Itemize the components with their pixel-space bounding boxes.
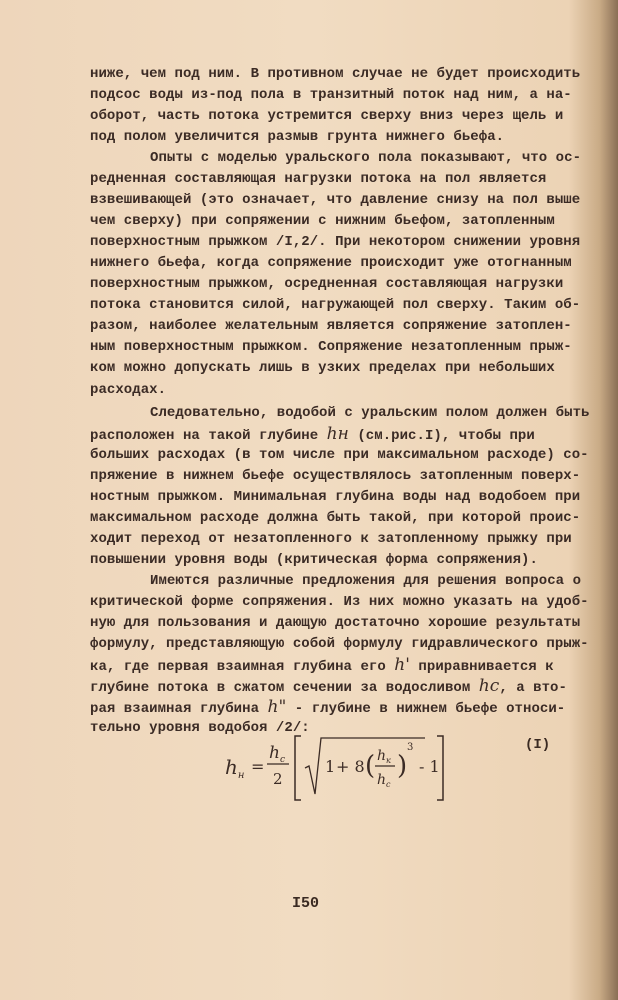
text-line: разом, наиболее желательным является сопряжение затоплен-: [90, 318, 572, 334]
formula-hydraulic-jump: [225, 728, 455, 808]
text-line: [90, 655, 554, 677]
svg-text:(: (: [365, 751, 376, 781]
text-segment: расположен на такой глубине: [90, 428, 327, 444]
text-segment: , а вто-: [499, 680, 567, 696]
text-line: максимальном расходе должна быть такой, при которой проис-: [90, 510, 581, 526]
text-line: пряжение в нижнем бьефе осуществлялось затопленным поверх-: [90, 468, 581, 484]
text-line: оборот, часть потока устремится сверху вниз через щель и: [90, 108, 564, 124]
formula-hc: $h_c$: [377, 772, 391, 789]
text-segment: - глубине в нижнем бьефе относи-: [286, 701, 566, 717]
text-line: повышении уровня воды (критическая форма сопряжения).: [90, 552, 538, 568]
text-line: потока становится силой, нагружающей пол сверху. Таким об-: [90, 297, 581, 313]
text-segment: (см.рис.I), чтобы при: [348, 428, 535, 444]
svg-text:): ): [397, 751, 408, 781]
text-line: [90, 697, 565, 719]
text-line: тельно уровня водобоя /2/:: [90, 720, 310, 736]
text-line: под полом увеличится размыв грунта нижнего бьефа.: [90, 129, 505, 145]
text-line: [90, 676, 567, 698]
math-symbol: hc: [478, 676, 500, 696]
math-symbol: hн: [326, 424, 349, 444]
formula-num: $h_c$: [269, 743, 285, 765]
text-segment: приравнивается к: [409, 659, 554, 675]
text-line: редненная составляющая нагрузки потока на пол является: [90, 171, 547, 187]
text-line: нижнего бьефа, когда сопряжение происходит уже отогнанным: [90, 255, 572, 271]
text-segment: глубине потока в сжатом сечении за водосливом: [90, 680, 479, 696]
text-line: чем сверху) при сопряжении с нижним бьефом, затопленным: [90, 213, 555, 229]
text-line: ниже, чем под ним. В противном случае не будет происходить: [90, 66, 581, 82]
formula-plus: + 8: [336, 757, 365, 776]
text-line: ным поверхностным прыжком. Сопряжение незатопленным прыж-: [90, 339, 572, 355]
formula-power: 3: [407, 742, 414, 753]
formula-one: 1: [325, 757, 336, 776]
text-line: ходит переход от незатопленного к затопленному прыжку при: [90, 531, 572, 547]
text-line: Следовательно, водобой с уральским полом должен быть: [150, 405, 590, 421]
formula-lhs: $h_н$: [225, 755, 245, 781]
text-line: поверхностным прыжком /I,2/. При некотором снижении уровня: [90, 234, 581, 250]
text-line: Имеются различные предложения для решения вопроса о: [150, 573, 582, 589]
text-segment: ка, где первая взаимная глубина его: [90, 659, 395, 675]
text-line: Опыты с моделью уральского пола показывают, что ос-: [150, 150, 582, 166]
text-line: формулу, представляющую собой формулу гидравлического прыж-: [90, 636, 589, 652]
text-line: ную для пользования и дающую достаточно хорошие результаты: [90, 615, 581, 631]
text-line: поверхностным прыжком, осредненная составляющая нагрузки: [90, 276, 564, 292]
math-symbol: h': [394, 655, 410, 675]
text-line: подсос воды из-под пола в транзитный поток над ним, а на-: [90, 87, 572, 103]
equation-number: (I): [525, 737, 551, 753]
text-line: расходах.: [90, 382, 167, 398]
text-segment: рая взаимная глубина: [90, 701, 268, 717]
formula-den: 2: [273, 770, 283, 788]
math-symbol: h": [267, 697, 287, 717]
formula-hk: $h_к$: [377, 748, 391, 765]
page-number: I50: [292, 895, 320, 912]
text-line: критической форме сопряжения. Из них можно указать на удоб-: [90, 594, 589, 610]
text-line: больших расходах (в том числе при максимальном расходе) со-: [90, 447, 589, 463]
formula-eq: =: [251, 757, 265, 776]
text-line: ностным прыжком. Минимальная глубина воды над водобоем при: [90, 489, 581, 505]
text-line: ком можно допускать лишь в узких пределах при небольших: [90, 360, 555, 376]
text-line: [90, 424, 535, 446]
text-line: взвешивающей (это означает, что давление снизу на пол выше: [90, 192, 581, 208]
formula-minus: - 1: [419, 757, 440, 776]
